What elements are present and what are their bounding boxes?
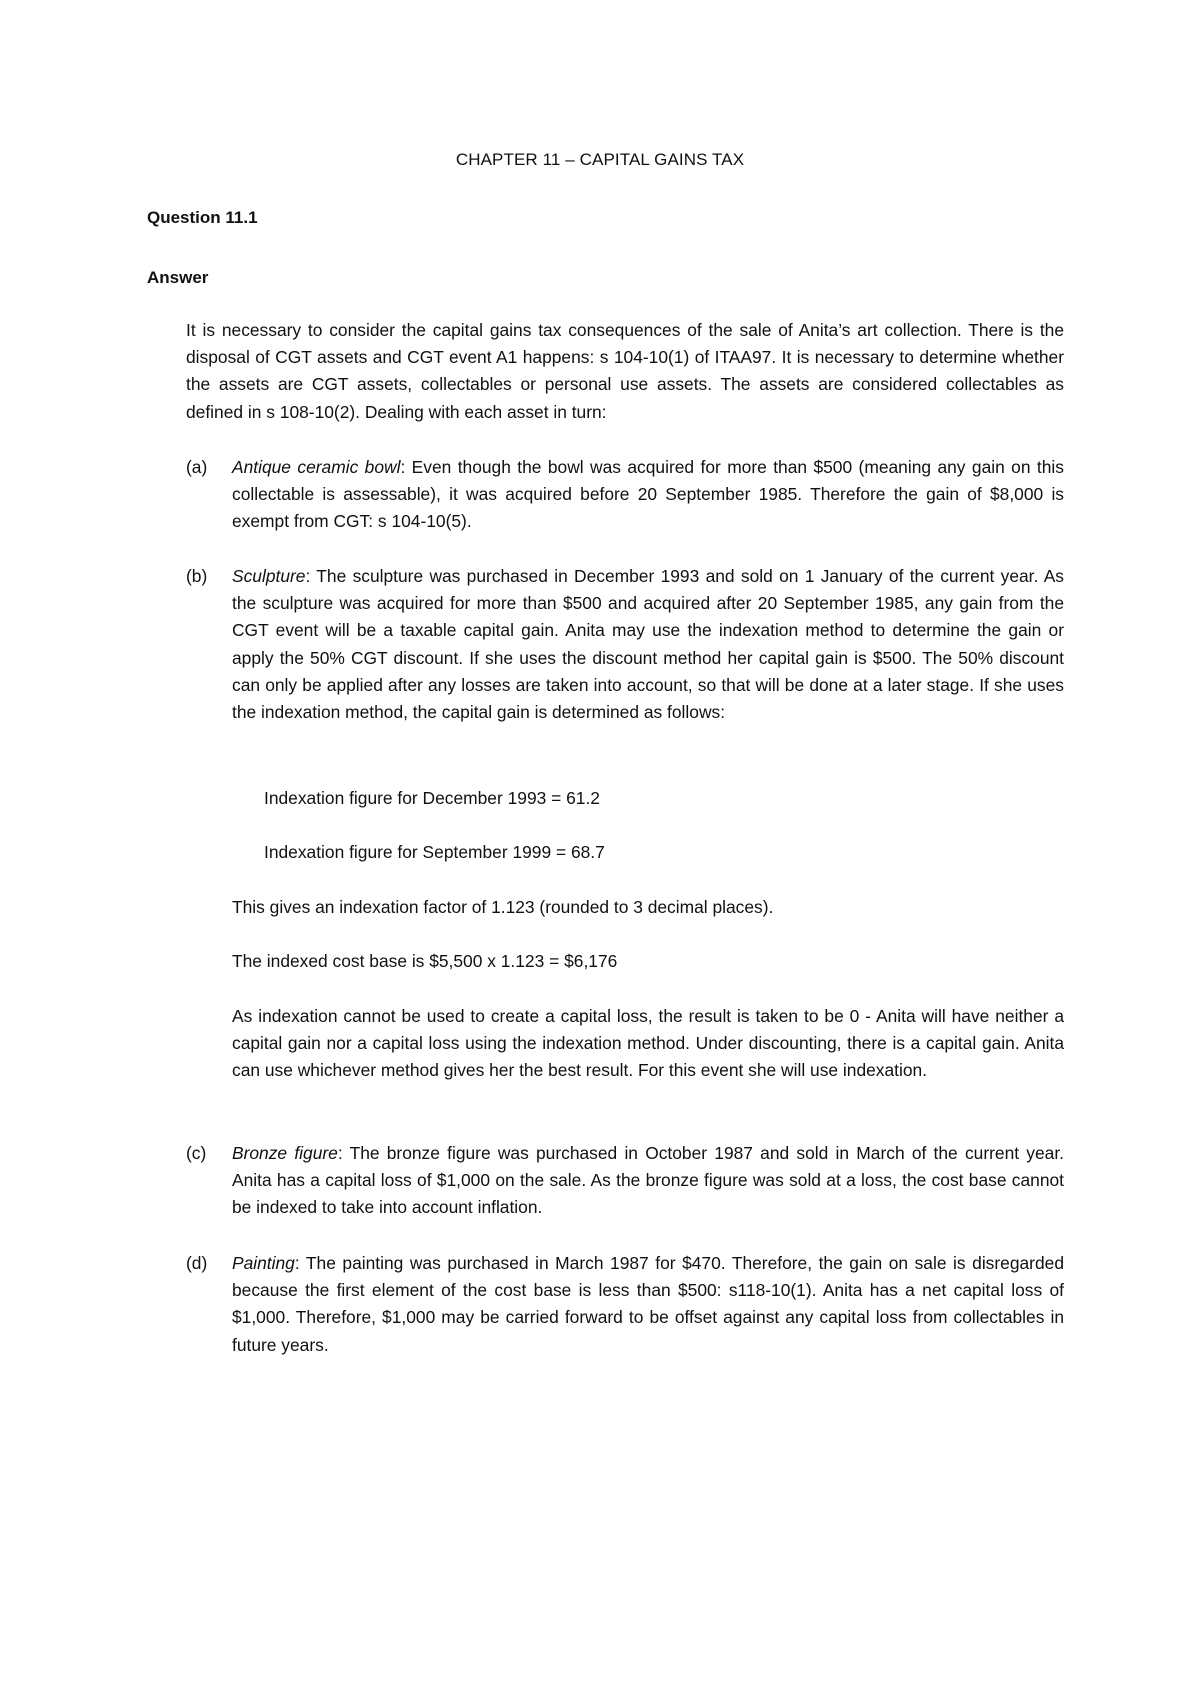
list-item-antique-bowl xyxy=(186,454,1064,536)
list-marker: (a) xyxy=(186,457,208,477)
indexation-conclusion: As indexation cannot be used to create a capital loss, the result is taken to be 0 - Anita will have neither a capital gain nor a capital loss using the indexation method. Under discounting, there is a capital gain. Anita can use whichever method gives her the best result. For this event she will use indexation. xyxy=(232,1006,1064,1081)
chapter-title: CHAPTER 11 – CAPITAL GAINS TAX xyxy=(455,150,745,169)
asset-term: Painting xyxy=(232,1253,295,1273)
indexation-factor: This gives an indexation factor of 1.123 (rounded to 3 decimal places). xyxy=(232,897,774,917)
asset-term: Bronze figure xyxy=(232,1143,338,1163)
list-item-text xyxy=(232,1250,1064,1359)
list-marker: (c) xyxy=(186,1143,207,1163)
list-item-bronze-figure xyxy=(186,1140,1064,1222)
asset-description: : Even though the bowl was acquired for more than $500 (meaning any gain on this collectable is assessable), it was acquired before 20 September 1985. Therefore the gain of $8,000 is exempt from CGT: s 104-10(5). xyxy=(232,457,1064,532)
list-item-text xyxy=(232,454,1064,536)
list-marker: (b) xyxy=(186,566,208,586)
answer-heading: Answer xyxy=(147,268,209,287)
intro-paragraph: It is necessary to consider the capital gains tax consequences of the sale of Anita’s art collection. There is the disposal of CGT assets and CGT event A1 happens: s 104-10(1) of ITAA97. It is necessary to determine whether the assets are CGT assets, collectables or personal use assets. The assets are considered collectables as defined in s 108-10(2). Dealing with each asset in turn: xyxy=(186,320,1064,422)
list-item-text xyxy=(232,1140,1064,1222)
asset-description: : The painting was purchased in March 1987 for $470. Therefore, the gain on sale is disregarded because the first element of the cost base is less than $500: s118-10(1). Anita has a net capital loss of $1,000. Therefore, $1,000 may be carried forward to be offset against any capital loss from collectables in future years. xyxy=(232,1253,1064,1355)
indexation-dec-1993: Indexation figure for December 1993 = 61.2 xyxy=(264,788,600,808)
indexation-sep-1999: Indexation figure for September 1999 = 68.7 xyxy=(264,842,605,862)
question-heading: Question 11.1 xyxy=(147,208,258,227)
list-item-painting xyxy=(186,1250,1064,1359)
indexed-cost-base: The indexed cost base is $5,500 x 1.123 = $6,176 xyxy=(232,951,618,971)
asset-term: Antique ceramic bowl xyxy=(232,457,401,477)
asset-description: : The bronze figure was purchased in October 1987 and sold in March of the current year. Anita has a capital loss of $1,000 on the sale. As the bronze figure was sold at a loss, the cost base cannot be indexed to take into account inflation. xyxy=(232,1143,1064,1218)
list-marker: (d) xyxy=(186,1253,208,1273)
asset-term: Sculpture xyxy=(232,566,306,586)
list-item-sculpture xyxy=(186,563,1064,726)
asset-description: : The sculpture was purchased in December 1993 and sold on 1 January of the current year. As the sculpture was acquired for more than $500 and acquired after 20 September 1985, any gain from the CGT event will be a taxable capital gain. Anita may use the indexation method to determine the gain or apply the 50% CGT discount. If she uses the discount method her capital gain is $500. The 50% discount can only be applied after any losses are taken into account, so that will be done at a later stage. If she uses the indexation method, the capital gain is determined as follows: xyxy=(232,566,1064,723)
list-item-text xyxy=(232,563,1064,726)
